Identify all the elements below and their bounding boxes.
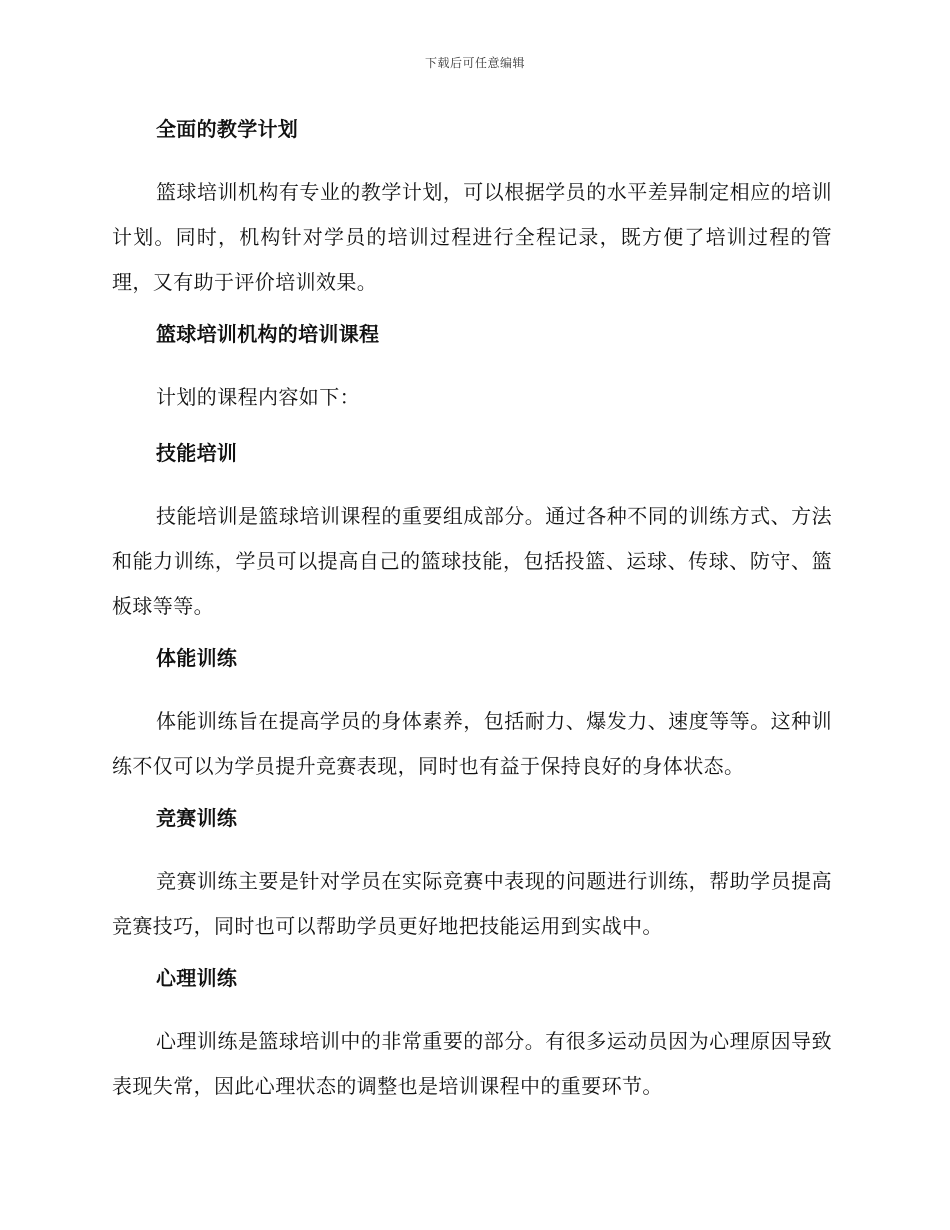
document-body <box>112 112 832 1121</box>
section-paragraph-teaching-plan: 篮球培训机构有专业的教学计划，可以根据学员的水平差异制定相应的培训计划。同时，机构针对学员的培训过程进行全程记录，既方便了培训过程的管理，又有助于评价培训效果。 <box>112 180 832 294</box>
section-paragraph-competition-training: 竞赛训练主要是针对学员在实际竞赛中表现的问题进行训练，帮助学员提高竞赛技巧，同时也可以帮助学员更好地把技能运用到实战中。 <box>112 869 832 938</box>
section-paragraph-mental-training: 心理训练是篮球培训中的非常重要的部分。有很多运动员因为心理原因导致表现失常，因此心理状态的调整也是培训课程中的重要环节。 <box>112 1029 832 1098</box>
section-heading-fitness-training: 体能训练 <box>156 646 238 670</box>
header-note: 下载后可任意编辑 <box>424 56 525 70</box>
section-heading-skill-training: 技能培训 <box>156 441 238 465</box>
section-heading-teaching-plan: 全面的教学计划 <box>156 117 299 141</box>
section-paragraph-skill-training: 技能培训是篮球培训课程的重要组成部分。通过各种不同的训练方式、方法和能力训练，学员可以提高自己的篮球技能，包括投篮、运球、传球、防守、篮板球等等。 <box>112 504 832 618</box>
section-heading-mental-training: 心理训练 <box>156 966 238 990</box>
section-heading-competition-training: 竞赛训练 <box>156 806 238 830</box>
section-paragraph-fitness-training: 体能训练旨在提高学员的身体素养，包括耐力、爆发力、速度等等。这种训练不仅可以为学员提升竞赛表现，同时也有益于保持良好的身体状态。 <box>112 709 832 778</box>
section-heading-courses: 篮球培训机构的培训课程 <box>156 322 380 346</box>
section-paragraph-courses: 计划的课程内容如下： <box>156 385 360 409</box>
